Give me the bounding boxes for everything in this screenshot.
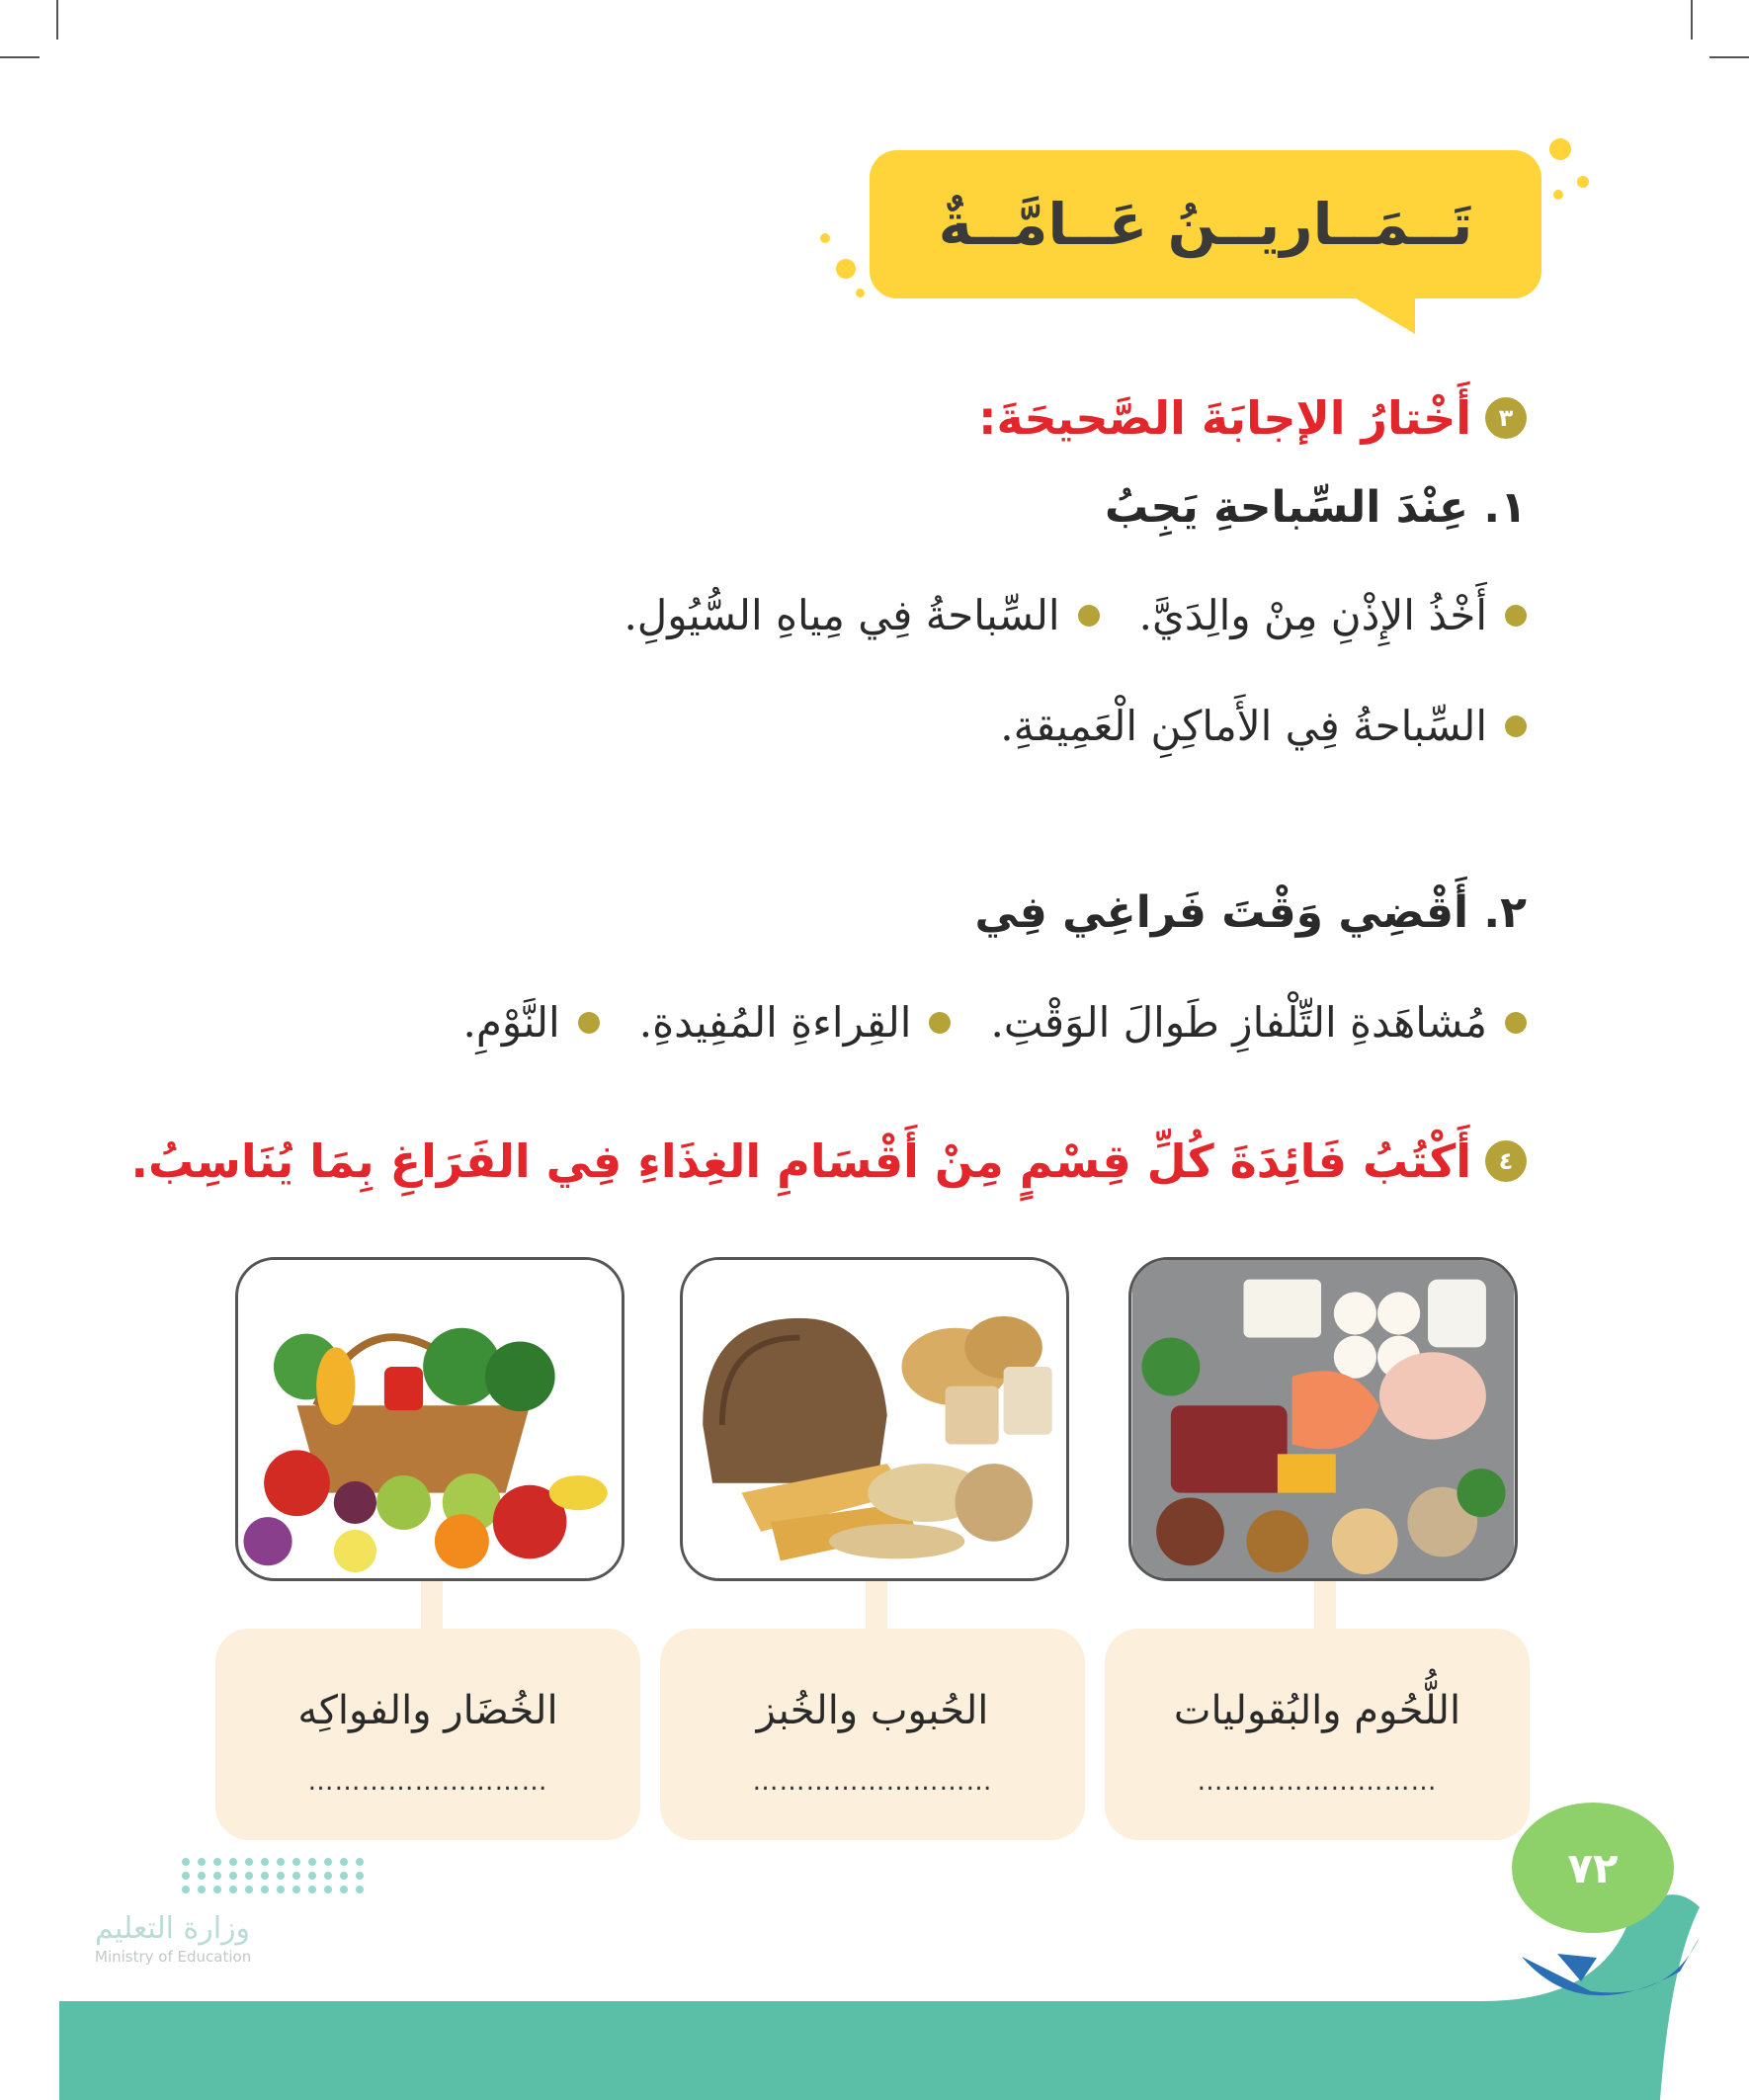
- option-text: النَّوْمِ.: [462, 998, 560, 1047]
- answer-blank[interactable]: ………………………: [307, 1767, 548, 1797]
- crop-mark: [1691, 0, 1693, 40]
- decor-dot: [1549, 138, 1571, 160]
- option-text: القِراءةِ المُفِيدةِ.: [638, 998, 912, 1047]
- logo-mark-icon: [182, 1858, 322, 1893]
- connector: [1314, 1581, 1336, 1631]
- answer-card-grains: [660, 1629, 1085, 1840]
- exercise-4-header: [131, 1134, 1527, 1188]
- proteins-illustration: [1131, 1260, 1515, 1578]
- bullet-icon: [1505, 715, 1527, 737]
- question-1: ١. عِنْدَ السِّباحةِ يَجِبُ: [1104, 482, 1527, 533]
- decor-dot: [820, 233, 830, 243]
- bullet-icon: [1505, 1012, 1527, 1034]
- option[interactable]: [463, 998, 600, 1047]
- bullet-icon: [929, 1012, 951, 1034]
- question-2: ٢. أَقْضِي وَقْتَ فَراغِي فِي: [974, 887, 1527, 938]
- card-label: الحُبوب والخُبز: [756, 1688, 989, 1733]
- question-1-options: [624, 591, 1527, 639]
- option[interactable]: [1139, 591, 1527, 639]
- answer-card-produce: [215, 1629, 640, 1840]
- proteins-image: [1128, 1257, 1518, 1581]
- decor-dot: [856, 289, 865, 297]
- connector: [866, 1581, 887, 1631]
- decor-dot: [1577, 176, 1589, 188]
- exercise-number-badge: ٣: [1485, 397, 1527, 439]
- exercise-number-badge: ٤: [1485, 1140, 1527, 1182]
- banner-tail: [1346, 293, 1415, 334]
- crop-mark: [56, 0, 58, 40]
- answer-blank[interactable]: ………………………: [1197, 1767, 1438, 1797]
- ministry-logo: [95, 1858, 322, 1966]
- connector: [421, 1581, 443, 1631]
- answer-blank[interactable]: ………………………: [752, 1767, 993, 1797]
- option-text: السِّباحةُ فِي مِياهِ السُّيُولِ.: [624, 591, 1060, 639]
- grains-illustration: [683, 1260, 1066, 1578]
- logo-english-text: Ministry of Education: [95, 1948, 252, 1966]
- produce-image: [235, 1257, 625, 1581]
- question-2-options: [463, 998, 1527, 1047]
- answer-card-proteins: [1105, 1629, 1530, 1840]
- page-title: تَــمَــاريــنُ عَــامَّــةٌ: [938, 191, 1473, 258]
- bullet-icon: [1078, 605, 1100, 627]
- option-text: أَخْذُ الإِذْنِ مِنْ والِدَيَّ.: [1138, 591, 1487, 639]
- option[interactable]: [624, 591, 1099, 639]
- decor-dot: [1553, 190, 1563, 200]
- exercise-instruction: أَكْتُبُ فَائِدَةَ كُلِّ قِسْمٍ مِنْ أَقْسَامِ الغِذَاءِ فِي الفَرَاغِ بِمَا يُنَاسِبُ.: [130, 1134, 1471, 1188]
- card-label: اللُّحُوم والبُقوليات: [1173, 1688, 1461, 1733]
- option-text: السِّباحةُ فِي الأَماكِنِ الْعَمِيقةِ.: [1000, 702, 1487, 750]
- title-banner: [870, 150, 1541, 298]
- option-text: مُشاهَدةِ التِّلْفازِ طَوالَ الوَقْتِ.: [990, 998, 1487, 1047]
- bullet-icon: [1505, 605, 1527, 627]
- crop-mark: [1709, 56, 1749, 58]
- produce-illustration: [238, 1260, 622, 1578]
- decor-dot: [836, 259, 856, 279]
- option[interactable]: [1000, 702, 1527, 750]
- option[interactable]: [990, 998, 1527, 1047]
- logo-arabic-text: وزارة التعليم: [95, 1911, 251, 1946]
- card-label: الخُضَار والفواكِه: [297, 1688, 558, 1733]
- bullet-icon: [578, 1012, 600, 1034]
- question-1-options-row2: [1000, 702, 1527, 750]
- page-number: ٧٢: [1567, 1843, 1619, 1892]
- option[interactable]: [639, 998, 952, 1047]
- exercise-instruction: أَخْتارُ الإجابَةَ الصَّحيحَةَ:: [978, 391, 1471, 445]
- page-number-bubble: [1512, 1803, 1674, 1933]
- grains-image: [680, 1257, 1069, 1581]
- crop-mark: [0, 56, 40, 58]
- exercise-3-header: [978, 391, 1527, 445]
